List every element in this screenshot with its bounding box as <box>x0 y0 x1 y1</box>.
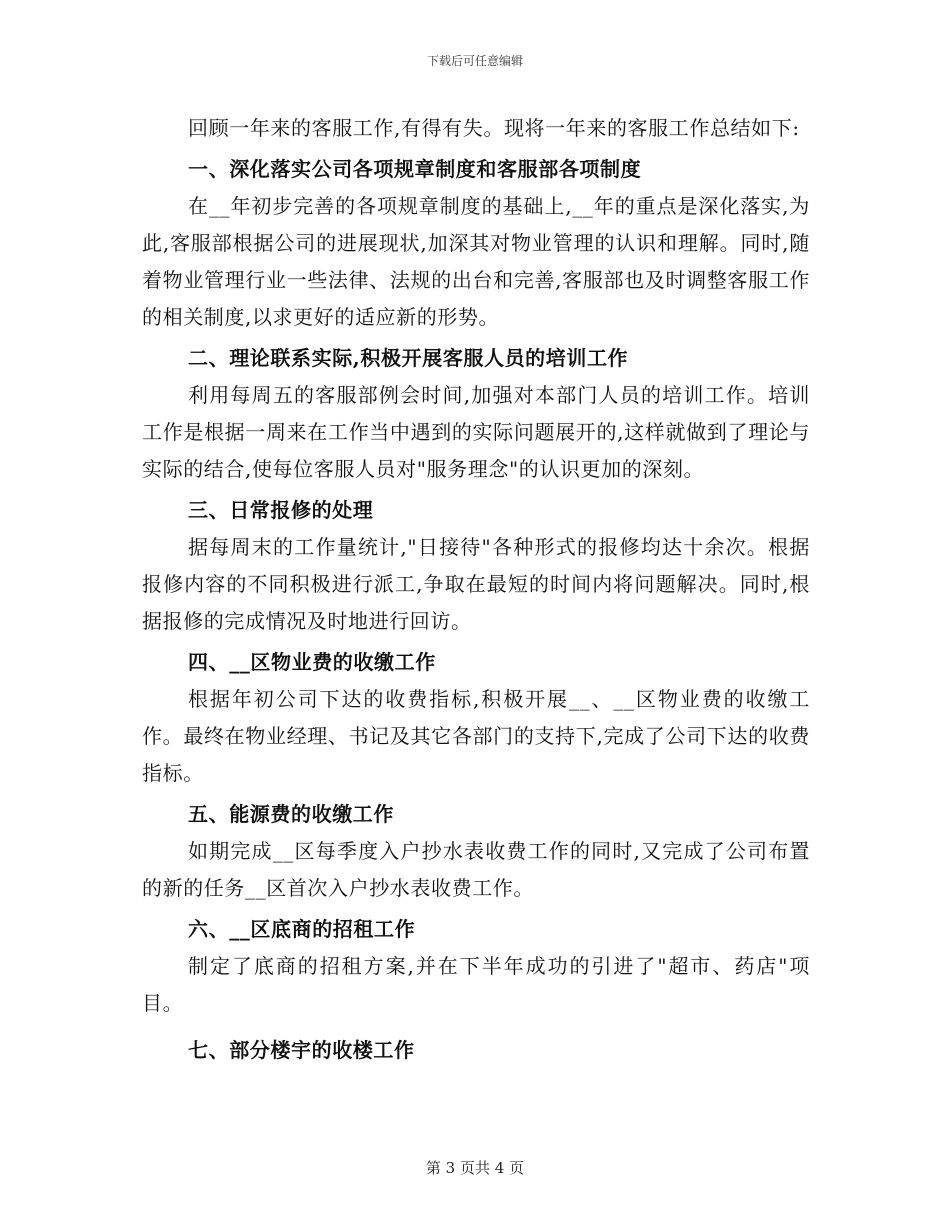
intro-paragraph: 回顾一年来的客服工作,有得有失。现将一年来的客服工作总结如下: <box>188 116 800 140</box>
section-4-heading: 四、__区物业费的收缴工作 <box>188 650 436 674</box>
section-6-heading: 六、__区底商的招租工作 <box>188 917 416 941</box>
section-2-heading: 二、理论联系实际,积极开展客服人员的培训工作 <box>188 346 629 370</box>
document-body <box>142 110 810 1069</box>
section-3-body: 据每周末的工作量统计,"日接待"各种形式的报修均达十余次。根据报修内容的不同积极进行派工,争取在最短的时间内将问题解决。同时,根据报修的完成情况及时地进行回访。 <box>142 535 810 633</box>
section-5-heading: 五、能源费的收缴工作 <box>188 802 394 826</box>
section-3-heading: 三、日常报修的处理 <box>188 498 374 522</box>
section-7-heading: 七、部分楼宇的收楼工作 <box>188 1038 415 1062</box>
page-header: 下载后可任意编辑 <box>426 54 523 68</box>
section-4-body: 根据年初公司下达的收费指标,积极开展__、__区物业费的收缴工作。最终在物业经理、书记及其它各部门的支持下,完成了公司下达的收费指标。 <box>142 687 810 785</box>
page-footer: 第 3 页共 4 页 <box>425 1159 525 1177</box>
section-6-body: 制定了底商的招租方案,并在下半年成功的引进了"超市、药店"项目。 <box>142 954 810 1015</box>
section-1-body: 在__年初步完善的各项规章制度的基础上,__年的重点是深化落实,为此,客服部根据公司的进展现状,加深其对物业管理的认识和理解。同时,随着物业管理行业一些法律、法规的出台和完善,客服部也及时调整客服工作的相关制度,以求更好的适应新的形势。 <box>142 194 810 329</box>
section-5-body: 如期完成__区每季度入户抄水表收费工作的同时,又完成了公司布置的新的任务__区首次入户抄水表收费工作。 <box>142 839 810 900</box>
section-1-heading: 一、深化落实公司各项规章制度和客服部各项制度 <box>188 157 642 181</box>
section-2-body: 利用每周五的客服部例会时间,加强对本部门人员的培训工作。培训工作是根据一周来在工作当中遇到的实际问题展开的,这样就做到了理论与实际的结合,使每位客服人员对"服务理念"的认识更加的深刻。 <box>142 383 810 481</box>
